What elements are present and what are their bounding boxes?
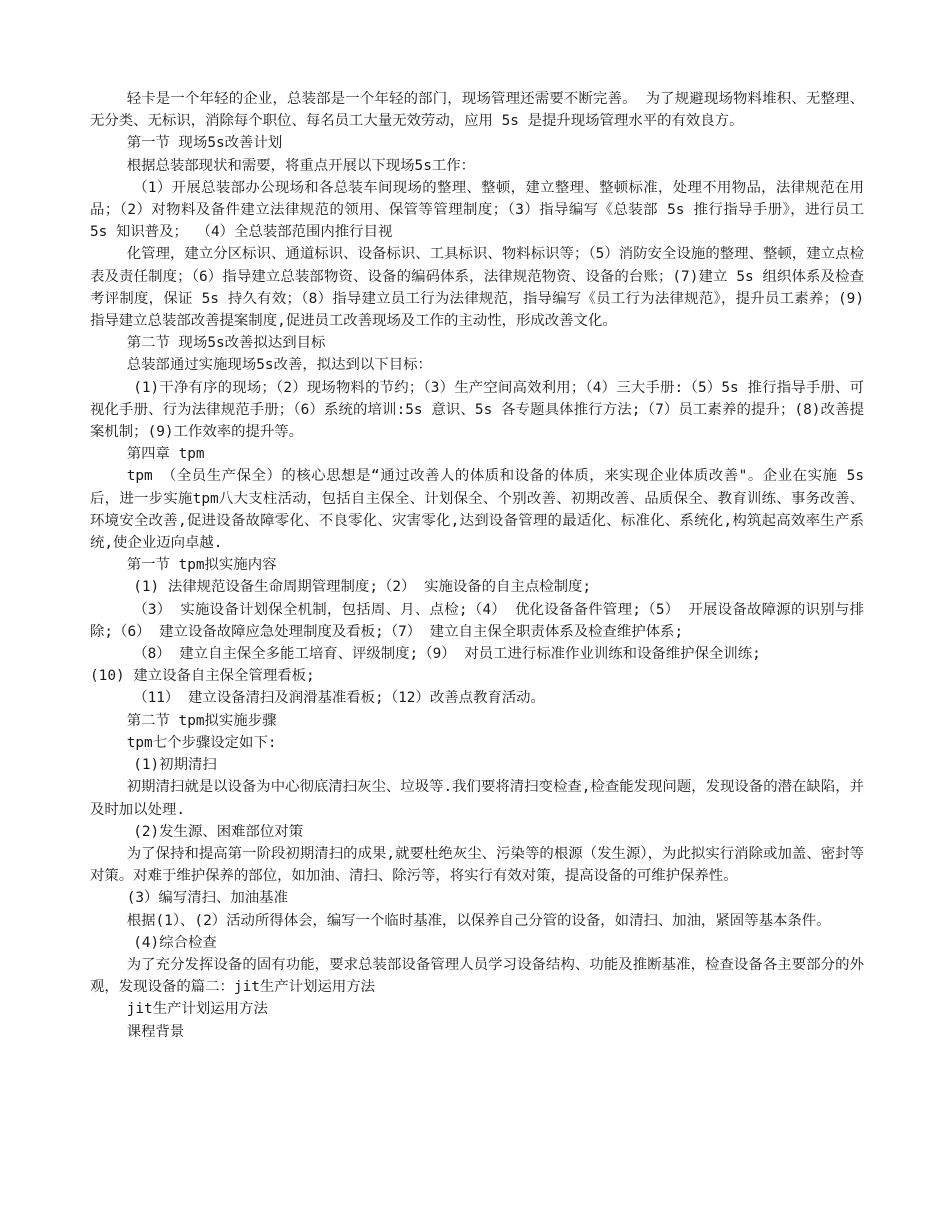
section-heading-tpm-steps: 第二节 tpm拟实施步骤 [126,712,277,729]
section-heading-5s-plan: 第一节 现场5s改善计划 [126,135,283,152]
list-item: （8） 建立自主保全多能工培育、评级制度;（9） 对员工进行标准作业训练和设备维护保全训练; [133,646,761,663]
list-item: （11） 建立设备清扫及润滑基准看板;（12）改善点教育活动。 [133,690,545,707]
list-item: (1) 法律规范设备生命周期管理制度;（2） 实施设备的自主点检制度; [133,579,592,596]
step-heading: (3）编写清扫、加油基准 [126,890,288,907]
body-paragraph: tpm （全员生产保全）的核心思想是“通过改善人的体质和设备的体质，来实现企业体质改善"。企业在实施 5s后，进一步实施tpm八大支柱活动，包括自主保全、计划保全、个别改善、初期改善、品质保全、教育训练、事务改善、环境安全改善,促进设备故障零化、不良零化、灾害零化,达到设备管理的最适化、标准化、系统化,构筑起高效率生产系统,使企业迈向卓越. [90,468,864,552]
section-heading-course-background: 课程背景 [126,1023,185,1040]
article-title: jit生产计划运用方法 [126,1001,268,1018]
step-heading: (1)初期清扫 [133,757,217,774]
list-item: (10) 建立设备自主保全管理看板; [90,668,315,685]
body-paragraph: (1)干净有序的现场；（2）现场物料的节约；（3）生产空间高效利用；（4）三大手册:（5）5s 推行指导手册、可视化手册、行为法律规范手册；（6）系统的培训:5s 意识、5s 各专题具体推行方法;（7）员工素养的提升；(8)改善提案机制；(9)工作效率的提升等。 [90,379,864,441]
step-heading: (2)发生源、困难部位对策 [133,823,304,840]
body-paragraph: 为了充分发挥设备的固有功能，要求总装部设备管理人员学习设备结构、功能及推断基准，检查设备各主要部分的外观，发现设备的篇二：jit生产计划运用方法 [90,956,864,996]
body-paragraph: 为了保持和提高第一阶段初期清扫的成果,就要杜绝灰尘、污染等的根源（发生源），为此拟实行消除或加盖、密封等对策。对难于维护保养的部位，如加油、清扫、除污等，将实行有效对策，提高设备的可维护保养性。 [90,845,864,885]
body-paragraph: 根据总装部现状和需要，将重点开展以下现场5s工作： [126,157,476,174]
list-item: （3） 实施设备计划保全机制，包括周、月、点检;（4） 优化设备备件管理;（5） 开展设备故障源的识别与排除;（6） 建立设备故障应急处理制度及看板;（7） 建立自主保全职责体系及检查维护体系; [90,601,864,640]
body-paragraph: （1）开展总装部办公现场和各总装车间现场的整理、整顿，建立整理、整顿标准，处理不用物品，法律规范在用品；（2）对物料及备件建立法律规范的领用、保管等管理制度；（3）指导编写《总装部 5s 推行指导手册》，进行员工 5s 知识普及； （4）全总装部范围内推行目视 [90,179,864,241]
intro-paragraph: 轻卡是一个年轻的企业，总装部是一个年轻的部门，现场管理还需要不断完善。 为了规避现场物料堆积、无整理、无分类、无标识，消除每个职位、每名员工大量无效劳动，应用 5s 是提升现场管理水平的有效良方。 [90,91,864,130]
chapter-heading-tpm: 第四章 tpm [126,446,205,463]
body-paragraph: 根据(1）、(2）活动所得体会，编写一个临时基准，以保养自己分管的设备，如清扫、加油，紧固等基本条件。 [126,912,831,929]
step-heading: (4)综合检查 [133,934,217,951]
section-heading-tpm-content: 第一节 tpm拟实施内容 [126,557,277,574]
body-paragraph: tpm七个步骤设定如下: [126,734,277,751]
body-paragraph: 总装部通过实施现场5s改善，拟达到以下目标： [126,357,432,374]
body-paragraph: 初期清扫就是以设备为中心彻底清扫灰尘、垃圾等.我们要将清扫变检查,检查能发现问题，发现设备的潜在缺陷，并及时加以处理. [90,779,864,818]
body-paragraph: 化管理，建立分区标识、通道标识、设备标识、工具标识、物料标识等；（5）消防安全设施的整理、整顿，建立点检表及责任制度；（6）指导建立总装部物资、设备的编码体系，法律规范物资、设备的台账；(7)建立 5s 组织体系及检查考评制度，保证 5s 持久有效；（8）指导建立员工行为法律规范，指导编写《员工行为法律规范》，提升员工素养；(9)指导建立总装部改善提案制度,促进员工改善现场及工作的主动性，形成改善文化。 [90,246,864,330]
section-heading-5s-goals: 第二节 现场5s改善拟达到目标 [126,335,326,352]
